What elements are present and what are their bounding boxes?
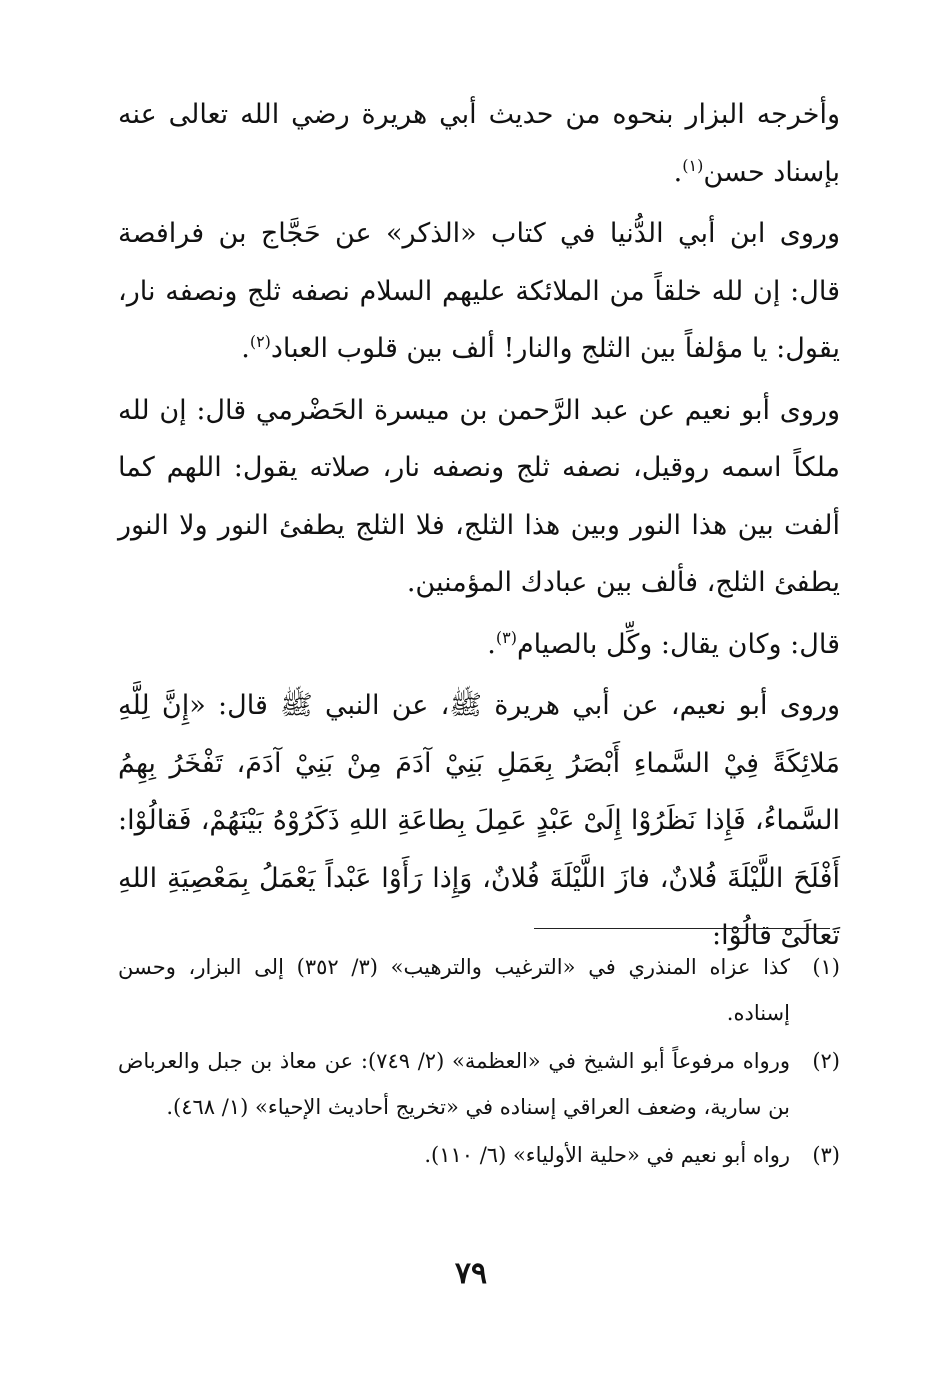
paragraph-1-tail: .: [673, 156, 683, 188]
footnote-divider: [534, 928, 830, 929]
footnote-3-text: رواه أبو نعيم في «حلية الأولياء» (٦/ ١١٠).: [424, 1143, 790, 1167]
paragraph-2-text: وروى ابن أبي الدُّنيا في كتاب «الذكر» عن حَجَّاج بن فرافصة قال: إن لله خلقاً من الملائكة عليهم السلام نصفه ثلج ونصفه نار، يقول: يا مؤلفاً بين الثلج والنار! ألف بين قلوب العباد: [118, 218, 840, 364]
paragraph-3-text: وروى أبو نعيم عن عبد الرَّحمن بن ميسرة الحَضْرمي قال: إن لله ملكاً اسمه روقيل، نصفه ثلج ونصفه نار، صلاته يقول: اللهم كما ألفت بين هذا النور وبين هذا الثلج، فلا الثلج يطفئ النور ولا النور يطفئ الثلج، فألف بين عبادك المؤمنين.: [118, 394, 840, 598]
paragraph-5-text: وروى أبو نعيم، عن أبي هريرة ﷺ، عن النبي ﷺ قال: «إِنَّ لِلَّهِ مَلائِكَةً فِيْ السَّماءِ أَبْصَرُ بِعَمَلِ بَنِيْ آدَمَ مِنْ بَنِيْ آدَمَ، تَفْخَرُ بِهِمُ السَّماءُ، فَإِذا نَظَرُوْا إِلَىْ عَبْدٍ عَمِلَ بِطاعَةِ اللهِ ذَكَرُوْهُ بَيْنَهُمْ، فَقالُوْا: أَفْلَحَ اللَّيْلَةَ فُلانٌ، فازَ اللَّيْلَةَ فُلانٌ، وَإِذا رَأَوْا عَبْداً يَعْمَلُ بِمَعْصِيَةِ اللهِ تَعالَىْ قالُوْا:: [118, 690, 840, 951]
footnote-ref-2: (٢): [249, 332, 271, 351]
footnote-ref-1: (١): [682, 155, 704, 175]
paragraph-2-tail: .: [241, 333, 250, 364]
paragraph-5: [118, 677, 840, 965]
footnote-3-number: (٣): [812, 1143, 840, 1167]
paragraph-2: [118, 205, 840, 378]
footnote-ref-3: (٣): [495, 627, 517, 647]
footnotes: [118, 944, 840, 1180]
footnote-1-number: (١): [812, 955, 840, 979]
paragraph-4-text: قال: وكان يقال: وكِّل بالصيام: [516, 628, 840, 660]
footnote-2-text: ورواه مرفوعاً أبو الشيخ في «العظمة» (٢/ ٧٤٩): عن معاذ بن جبل والعرباض بن سارية، وضعف العراقي إسناده في «تخريج أحاديث الإحياء» (١/ ٤٦٨).: [118, 1049, 790, 1119]
paragraph-1: [118, 86, 840, 201]
paragraph-4: [118, 616, 840, 674]
footnote-3: [118, 1132, 840, 1178]
paragraph-4-tail: .: [487, 628, 496, 660]
footnote-2-number: (٢): [812, 1049, 840, 1073]
paragraph-1-text: وأخرجه البزار بنحوه من حديث أبي هريرة رضي الله تعالى عنه بإسناد حسن: [118, 99, 840, 188]
footnote-2: [118, 1038, 840, 1130]
main-text: [118, 86, 840, 969]
footnote-1: [118, 944, 840, 1036]
paragraph-3: [118, 382, 840, 612]
page-number: ٧٩: [454, 1256, 488, 1291]
footnote-1-text: كذا عزاه المنذري في «الترغيب والترهيب» (٣/ ٣٥٢) إلى البزار، وحسن إسناده.: [118, 955, 790, 1025]
